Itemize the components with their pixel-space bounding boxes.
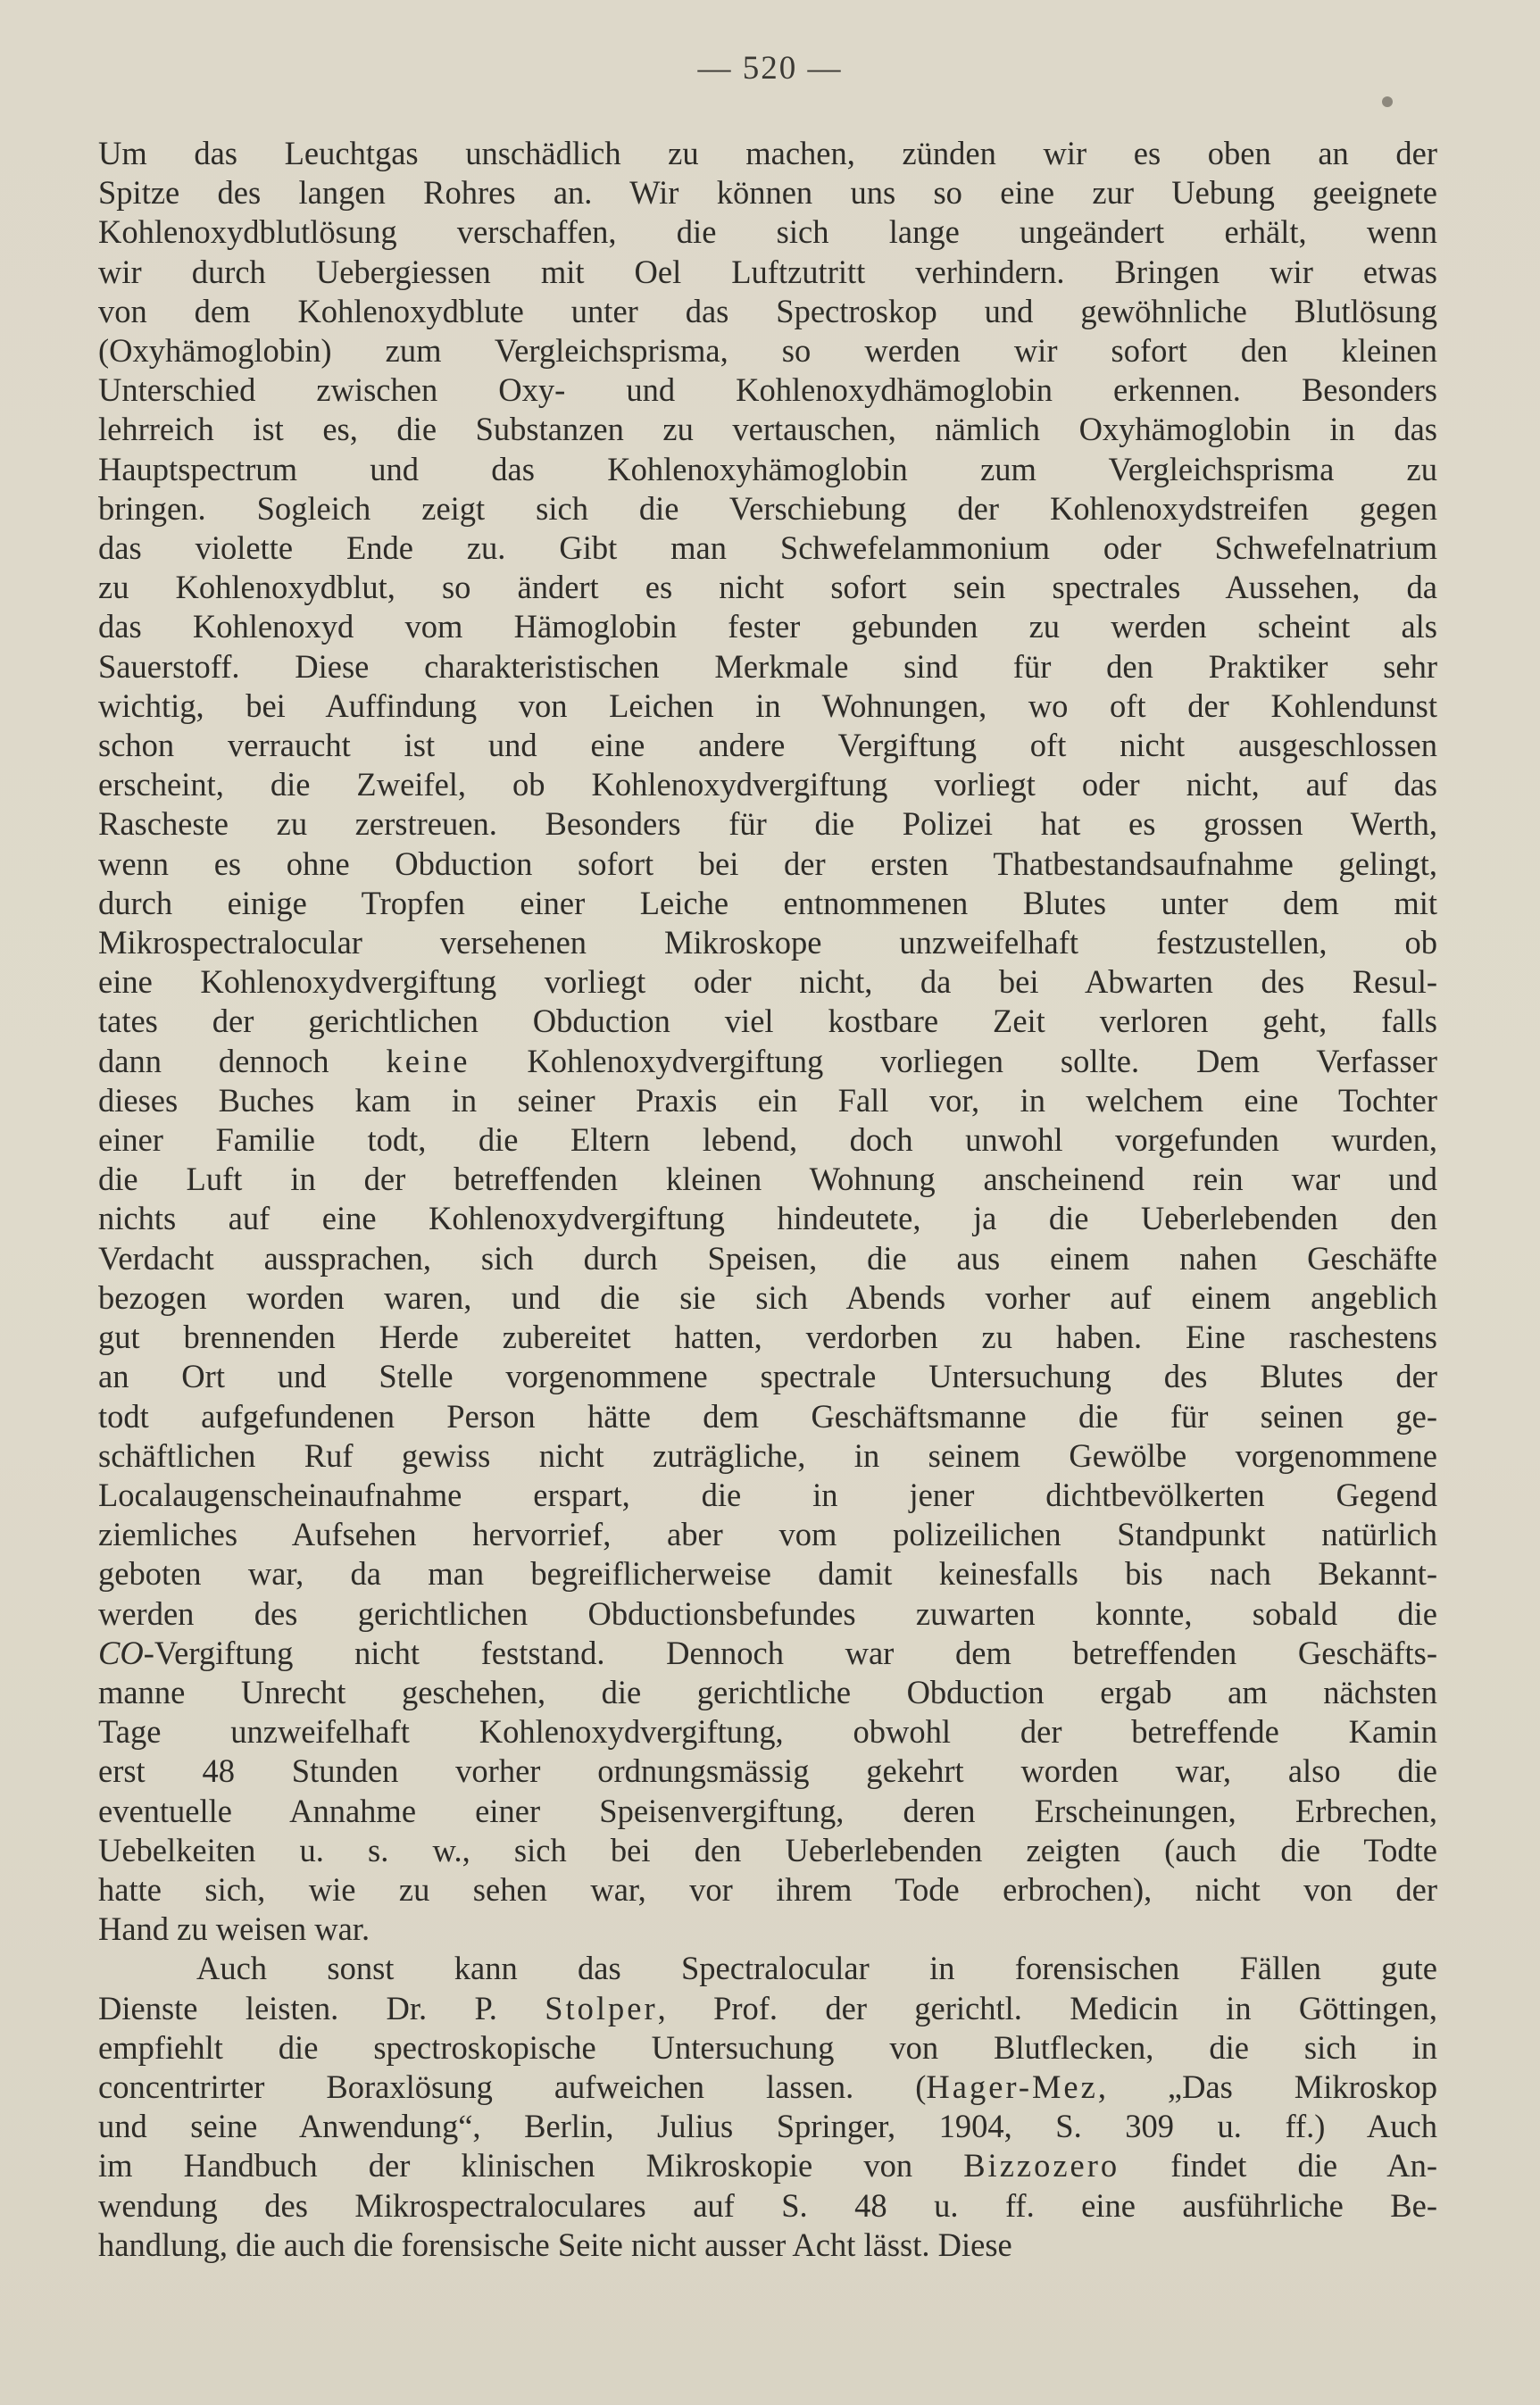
ink-speck: [1382, 96, 1393, 107]
text-line: empfiehlt die spectroskopische Untersuchung von Blutflecken, die sich in: [98, 2028, 1437, 2066]
text-line: wendung des Mikrospectraloculares auf S. 48 u. ff. eine ausführliche Be-: [98, 2186, 1437, 2224]
spaced-emphasis: Stolper: [545, 1989, 658, 2026]
text-line: zu Kohlenoxydblut, so ändert es nicht sofort sein spectrales Aussehen, da: [98, 569, 1437, 606]
text-line: Hauptspectrum und das Kohlenoxyhämoglobin zum Vergleichsprisma zu: [98, 450, 1437, 487]
text-line: (Oxyhämoglobin) zum Vergleichsprisma, so werden wir sofort den kleinen: [98, 332, 1437, 370]
text-line: wenn es ohne Obduction sofort bei der ersten Thatbestandsaufnahme gelingt,: [98, 845, 1437, 882]
text-line: hatte sich, wie zu sehen war, vor ihrem Tode erbrochen), nicht von der: [98, 1870, 1437, 1908]
text-line: an Ort und Stelle vorgenommene spectrale Untersuchung des Blutes der: [98, 1358, 1437, 1395]
text-line: Uebelkeiten u. s. w., sich bei den Ueberlebenden zeigten (auch die Todte: [98, 1831, 1437, 1868]
text-line: wichtig, bei Auffindung von Leichen in Wohnungen, wo oft der Kohlendunst: [98, 687, 1437, 724]
paragraph: [98, 134, 1437, 1949]
italic-formula: CO: [98, 1634, 144, 1671]
text-line: dann dennoch keine Kohlenoxydvergiftung vorliegen sollte. Dem Verfasser: [98, 1042, 1438, 1079]
text-line: Localaugenscheinaufnahme erspart, die in jener dichtbevölkerten Gegend: [98, 1476, 1437, 1513]
spaced-emphasis: Bizzozero: [963, 2147, 1120, 2184]
spaced-emphasis: Hager-Mez: [926, 2068, 1098, 2105]
text-line: CO-Vergiftung nicht feststand. Dennoch war dem betreffenden Geschäfts-: [98, 1634, 1437, 1671]
text-line: Tage unzweifelhaft Kohlenoxydvergiftung, obwohl der betreffende Kamin: [98, 1713, 1437, 1751]
text-line: ziemliches Aufsehen hervorrief, aber vom polizeilichen Standpunkt natürlich: [98, 1516, 1437, 1553]
text-line: von dem Kohlenoxydblute unter das Spectroskop und gewöhnliche Blutlösung: [98, 292, 1437, 329]
text-line: das Kohlenoxyd vom Hämoglobin fester gebunden zu werden scheint als: [98, 608, 1437, 645]
text-line: schon verraucht ist und eine andere Vergiftung oft nicht ausgeschlossen: [98, 727, 1437, 764]
text-line: erscheint, die Zweifel, ob Kohlenoxydvergiftung vorliegt oder nicht, auf das: [98, 766, 1437, 803]
text-line: Verdacht aussprachen, sich durch Speisen, die aus einem nahen Geschäfte: [98, 1239, 1437, 1277]
text-line: schäftlichen Ruf gewiss nicht zuträgliche, in seinem Gewölbe vorgenommene: [98, 1436, 1437, 1474]
text-line: Um das Leuchtgas unschädlich zu machen, zünden wir es oben an der: [98, 135, 1437, 171]
text-line: manne Unrecht geschehen, die gerichtliche Obduction ergab am nächsten: [98, 1673, 1437, 1710]
text-line: gut brennenden Herde zubereitet hatten, verdorben zu haben. Eine raschestens: [98, 1319, 1437, 1356]
text-line: werden des gerichtlichen Obductionsbefundes zuwarten konnte, sobald die: [98, 1594, 1437, 1632]
text-line: die Luft in der betreffenden kleinen Wohnung anscheinend rein war und: [98, 1161, 1437, 1198]
text-line: concentrirter Boraxlösung aufweichen lassen. (Hager-Mez, „Das Mikroskop: [98, 2068, 1437, 2105]
text-line: Hand zu weisen war.: [98, 1910, 370, 1948]
text-line: eventuelle Annahme einer Speisenvergiftung, deren Erscheinungen, Erbrechen,: [98, 1792, 1437, 1829]
text-line: nichts auf eine Kohlenoxydvergiftung hindeutete, ja die Ueberlebenden den: [98, 1200, 1437, 1237]
text-line: Sauerstoff. Diese charakteristischen Merkmale sind für den Praktiker sehr: [98, 647, 1437, 685]
text-line: Mikrospectralocular versehenen Mikroskope unzweifelhaft festzustellen, ob: [98, 924, 1437, 961]
paragraph: [98, 1949, 1437, 2265]
text-line: Spitze des langen Rohres an. Wir können uns so eine zur Uebung geeignete: [98, 174, 1437, 212]
text-line: todt aufgefundenen Person hätte dem Geschäftsmanne die für seinen ge-: [98, 1397, 1437, 1435]
text-line: geboten war, da man begreiflicherweise damit keinesfalls bis nach Bekannt-: [98, 1555, 1437, 1593]
text-line: bringen. Sogleich zeigt sich die Verschiebung der Kohlenoxydstreifen gegen: [98, 489, 1437, 527]
text-line: erst 48 Stunden vorher ordnungsmässig gekehrt worden war, also die: [98, 1752, 1437, 1790]
text-line: lehrreich ist es, die Substanzen zu vertauschen, nämlich Oxyhämoglobin in das: [98, 411, 1437, 448]
text-line: wir durch Uebergiessen mit Oel Luftzutritt verhindern. Bringen wir etwas: [98, 253, 1437, 290]
text-line: Kohlenoxydblutlösung verschaffen, die sich lange ungeändert erhält, wenn: [98, 213, 1437, 251]
text-line: das violette Ende zu. Gibt man Schwefelammonium oder Schwefelnatrium: [98, 529, 1437, 567]
text-line: und seine Anwendung“, Berlin, Julius Springer, 1904, S. 309 u. ff.) Auch: [98, 2108, 1437, 2145]
text-line: Unterschied zwischen Oxy- und Kohlenoxydhämoglobin erkennen. Besonders: [98, 371, 1437, 409]
text-line: tates der gerichtlichen Obduction viel kostbare Zeit verloren geht, falls: [98, 1003, 1437, 1040]
text-line: durch einige Tropfen einer Leiche entnommenen Blutes unter dem mit: [98, 884, 1437, 921]
text-line: Auch sonst kann das Spectralocular in forensischen Fällen gute: [196, 1950, 1437, 1987]
spaced-emphasis: keine: [386, 1042, 470, 1079]
page-number: — 520 —: [697, 50, 843, 87]
body-text: [98, 134, 1437, 2265]
text-line: bezogen worden waren, und die sie sich Abends vorher auf einem angeblich: [98, 1278, 1437, 1316]
text-line: handlung, die auch die forensische Seite nicht ausser Acht lässt. Diese: [98, 2226, 1012, 2263]
text-line: Dienste leisten. Dr. P. Stolper, Prof. der gerichtl. Medicin in Göttingen,: [98, 1989, 1437, 2026]
text-line: dieses Buches kam in seiner Praxis ein Fall vor, in welchem eine Tochter: [98, 1081, 1437, 1119]
text-line: einer Familie todt, die Eltern lebend, doch unwohl vorgefunden wurden,: [98, 1121, 1437, 1159]
text-line: eine Kohlenoxydvergiftung vorliegt oder nicht, da bei Abwarten des Resul-: [98, 963, 1437, 1001]
text-line: im Handbuch der klinischen Mikroskopie von Bizzozero findet die An-: [98, 2147, 1437, 2184]
text-line: Rascheste zu zerstreuen. Besonders für die Polizei hat es grossen Werth,: [98, 805, 1437, 843]
